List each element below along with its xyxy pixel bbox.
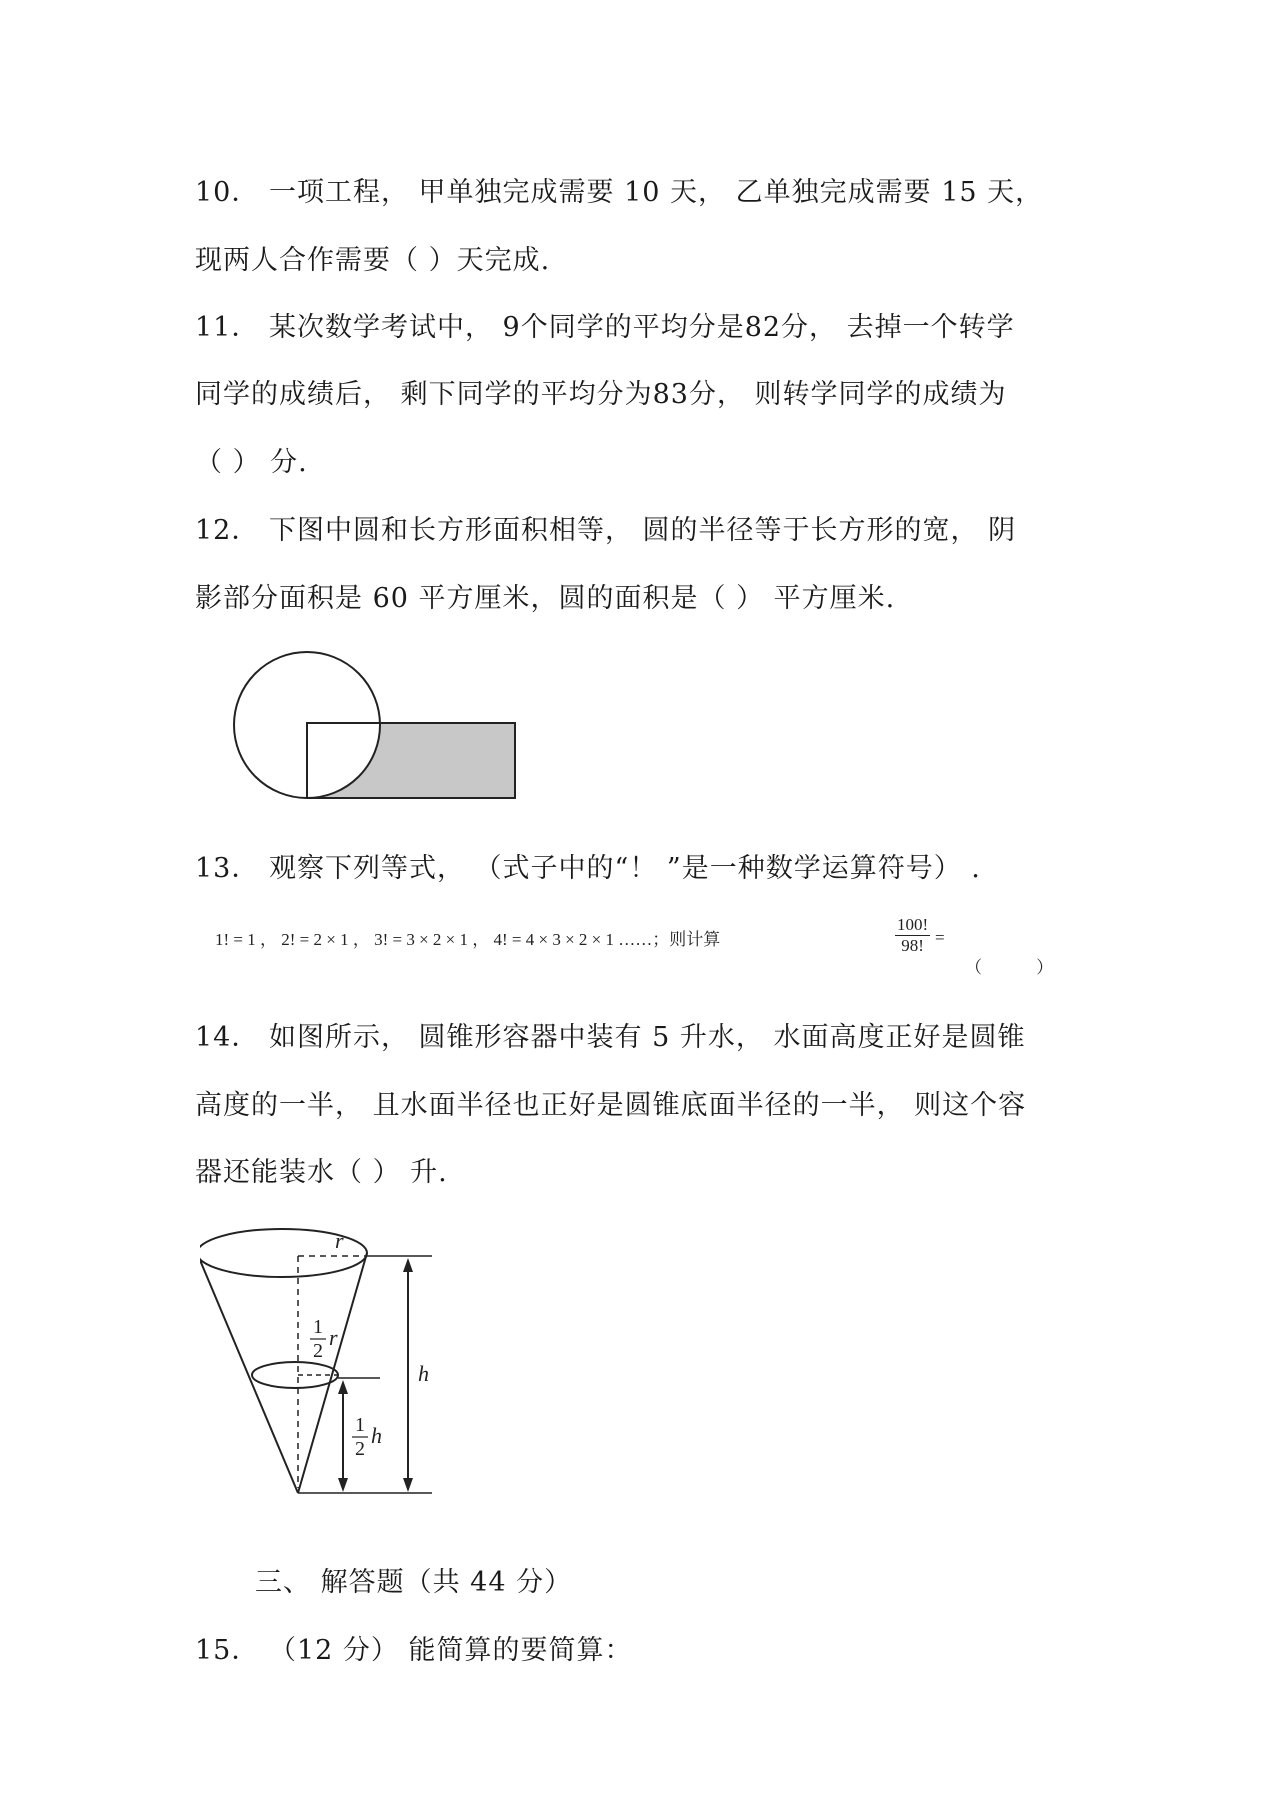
label-r: r: [335, 1228, 344, 1253]
label-half-r-num: 1: [313, 1316, 323, 1338]
h-arrow-up: [403, 1258, 413, 1272]
q13-line-1: 13． 观察下列等式， （式子中的“！ ”是一种数学运算符号） .: [195, 853, 981, 884]
cone-left-edge: [200, 1253, 298, 1493]
half-h-arrow-down: [338, 1478, 348, 1492]
q12-line-2: 影部分面积是 60 平方厘米，圆的面积是（ ） 平方厘米.: [195, 583, 896, 614]
fraction-denominator: 98!: [901, 936, 924, 955]
fraction-numerator: 100!: [897, 915, 929, 934]
label-half-r-den: 2: [313, 1340, 323, 1362]
q11-line-3: （ ） 分.: [195, 447, 308, 478]
label-half-h-den: 2: [355, 1438, 365, 1460]
label-half-r-r: r: [329, 1325, 338, 1350]
label-half-h-num: 1: [355, 1414, 365, 1436]
circle-rectangle-figure: [230, 640, 530, 810]
factorial-formula: 1! = 1 ， 2! = 2 × 1 ， 3! = 3 × 2 × 1 ， 4! = 4 × 3 × 2 × 1 ……；则计算: [215, 930, 721, 949]
cone-figure: [200, 1220, 460, 1510]
answer-blank: （ ）: [965, 958, 1054, 977]
q10-line-1: 10． 一项工程， 甲单独完成需要 10 天， 乙单独完成需要 15 天，: [195, 177, 1044, 208]
h-arrow-down: [403, 1478, 413, 1492]
q15-line-1: 15． （12 分） 能简算的要简算：: [195, 1635, 633, 1666]
q12-line-1: 12． 下图中圆和长方形面积相等， 圆的半径等于长方形的宽， 阴: [195, 515, 1017, 546]
fraction: [895, 915, 930, 956]
q10-line-2: 现两人合作需要（ ）天完成.: [195, 245, 551, 276]
label-h: h: [418, 1361, 429, 1386]
q14-line-1: 14． 如图所示， 圆锥形容器中装有 5 升水， 水面高度正好是圆锥: [195, 1022, 1026, 1053]
q11-line-2: 同学的成绩后， 剩下同学的平均分为83分， 则转学同学的成绩为: [195, 379, 1007, 410]
label-half-h-h: h: [371, 1423, 382, 1448]
half-h-arrow-up: [338, 1380, 348, 1394]
q14-line-3: 器还能装水（ ） 升.: [195, 1157, 448, 1188]
section-3-heading: 三、 解答题（共 44 分）: [255, 1567, 573, 1598]
equals-sign: =: [935, 928, 945, 947]
q11-line-1: 11． 某次数学考试中， 9个同学的平均分是82分， 去掉一个转学: [195, 312, 1015, 343]
q14-line-2: 高度的一半， 且水面半径也正好是圆锥底面半径的一半， 则这个容: [195, 1090, 1027, 1121]
